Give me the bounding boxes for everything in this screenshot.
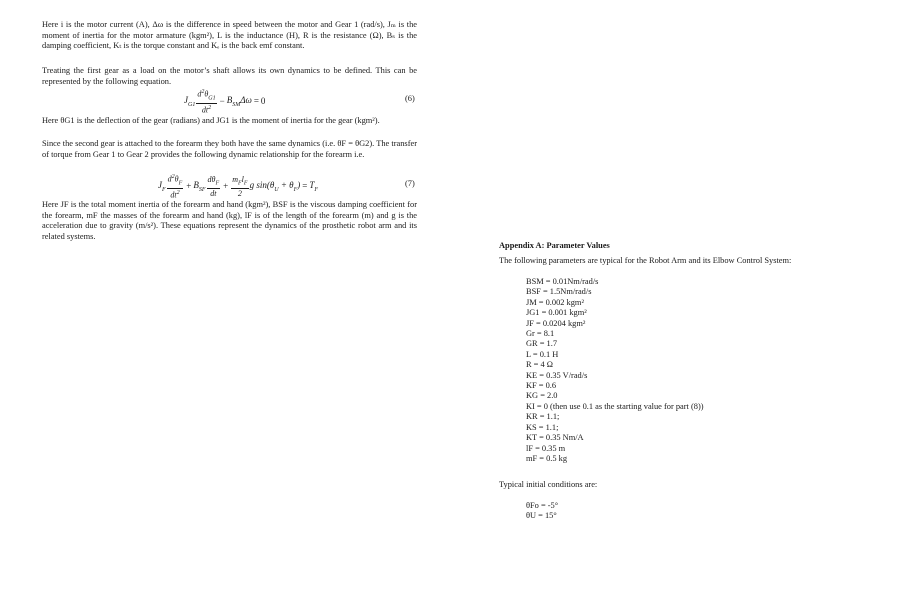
initial-condition-item: θU = 15°	[526, 511, 557, 521]
equation-6: $J_{G1}$ $\frac{d^2\theta_{G1}}{dt^2}$ − $B_{SM}\Delta\omega$ = 0	[184, 89, 266, 115]
parameter-item: JM = 0.002 kgm²	[526, 297, 584, 307]
parameter-item: KT = 0.35 Nm/A	[526, 433, 584, 443]
parameter-list	[526, 277, 704, 464]
parameter-item: BSM = 0.01Nm/rad/s	[526, 277, 599, 286]
parameter-item: R = 4 Ω	[526, 360, 554, 370]
parameter-item: Gr = 8.1	[526, 329, 555, 339]
parameter-item: KG = 2.0	[526, 391, 558, 401]
parameter-item: KI = 0 (then use 0.1 as the starting value for part (8))	[526, 401, 704, 411]
parameter-item: mF = 0.5 kg	[526, 453, 568, 463]
parameter-item: JF = 0.0204 kgm²	[526, 318, 586, 328]
initial-condition-item: θFo = -5°	[526, 501, 559, 510]
initial-conditions-heading: Typical initial conditions are:	[499, 480, 598, 489]
appendix-intro: The following parameters are typical for the Robot Arm and its Elbow Control System:	[499, 256, 792, 265]
parameter-item: KF = 0.6	[526, 381, 557, 391]
parameter-item: KS = 1.1;	[526, 422, 559, 432]
equation-7: $J_F$ $\frac{d^2\theta_F}{dt^2}$ + $B_{SF}$ $\frac{d\theta_F}{dt}$ + $\frac{m_Fl_F}{2}$ g $\sin(\theta_U + \theta_F)$ = $T_F$	[158, 174, 319, 200]
appendix-heading: Appendix A: Parameter Values	[499, 241, 610, 250]
paragraph-gear-deflection: Here θG1 is the deflection of the gear (radians) and JG1 is the moment of inertia for the gear (kgm²).	[42, 116, 380, 125]
parameter-item: GR = 1.7	[526, 339, 558, 349]
parameter-item: KE = 0.35 V/rad/s	[526, 370, 588, 380]
equation-7-number: (7)	[405, 179, 415, 188]
paragraph-forearm-variables: Here JF is the total moment inertia of the forearm and hand (kgm²), BSF is the viscous damping coefficient for the forearm, mF the masses of the forearm and hand (kg), lF is of the length of the forearm (m) and g is the acceleration due to gravity (m/s²). These equations represent the dynamics of the prosthetic robot arm and its related systems.	[42, 200, 417, 241]
paragraph-motor-variables: Here i is the motor current (A), Δω is the difference in speed between the motor and Gear 1 (rad/s), Jₘ is the moment of inertia for the motor armature (kgm²), L is the inductance (H), R is the resistance (Ω), Bₛ is the damping coefficient, Kₜ is the torque constant and Kₑ is the back emf constant.	[42, 20, 417, 51]
parameter-item: L = 0.1 H	[526, 349, 559, 359]
paragraph-first-gear: Treating the first gear as a load on the motor’s shaft allows its own dynamics to be defined. This can be represented by the following equation.	[42, 66, 417, 86]
parameter-item: KR = 1.1;	[526, 412, 560, 422]
parameter-item: JG1 = 0.001 kgm²	[526, 308, 587, 318]
equation-6-number: (6)	[405, 94, 415, 103]
parameter-item: BSF = 1.5Nm/rad/s	[526, 287, 592, 297]
initial-conditions-list	[526, 501, 558, 522]
parameter-item: lF = 0.35 m	[526, 443, 566, 453]
paragraph-second-gear: Since the second gear is attached to the forearm they both have the same dynamics (i.e. θF = θG2). The transfer of torque from Gear 1 to Gear 2 provides the following dynamic relationship for the forearm i.e.	[42, 139, 417, 159]
